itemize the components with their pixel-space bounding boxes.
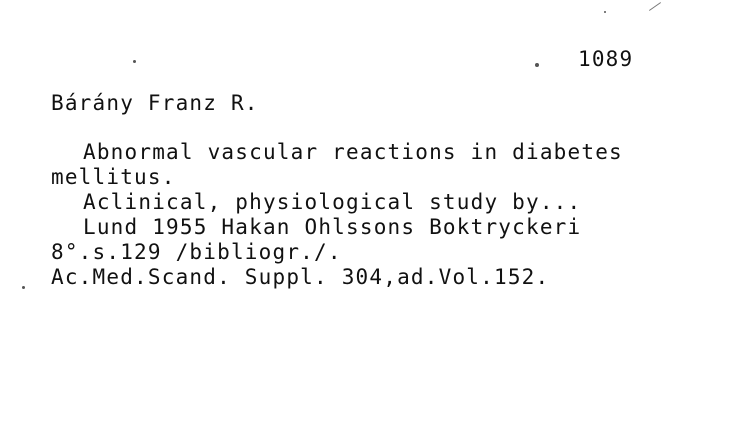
dust-speck — [22, 286, 25, 289]
dust-speck — [133, 60, 136, 63]
catalog-number: 1089 — [578, 47, 634, 71]
subtitle-line: Aclinical, physiological study by... — [83, 190, 582, 214]
dust-speck — [604, 11, 606, 13]
imprint-line: Lund 1955 Hakan Ohlssons Boktryckeri — [83, 215, 582, 239]
format-line: 8°.s.129 /bibliogr./. — [51, 240, 342, 264]
dust-speck — [535, 63, 539, 67]
author-heading: Bárány Franz R. — [51, 91, 259, 115]
title-line-continued: mellitus. — [51, 165, 176, 189]
corner-pen-mark — [649, 2, 661, 11]
title-line: Abnormal vascular reactions in diabetes — [83, 140, 623, 164]
series-line: Ac.Med.Scand. Suppl. 304,ad.Vol.152. — [51, 265, 550, 289]
